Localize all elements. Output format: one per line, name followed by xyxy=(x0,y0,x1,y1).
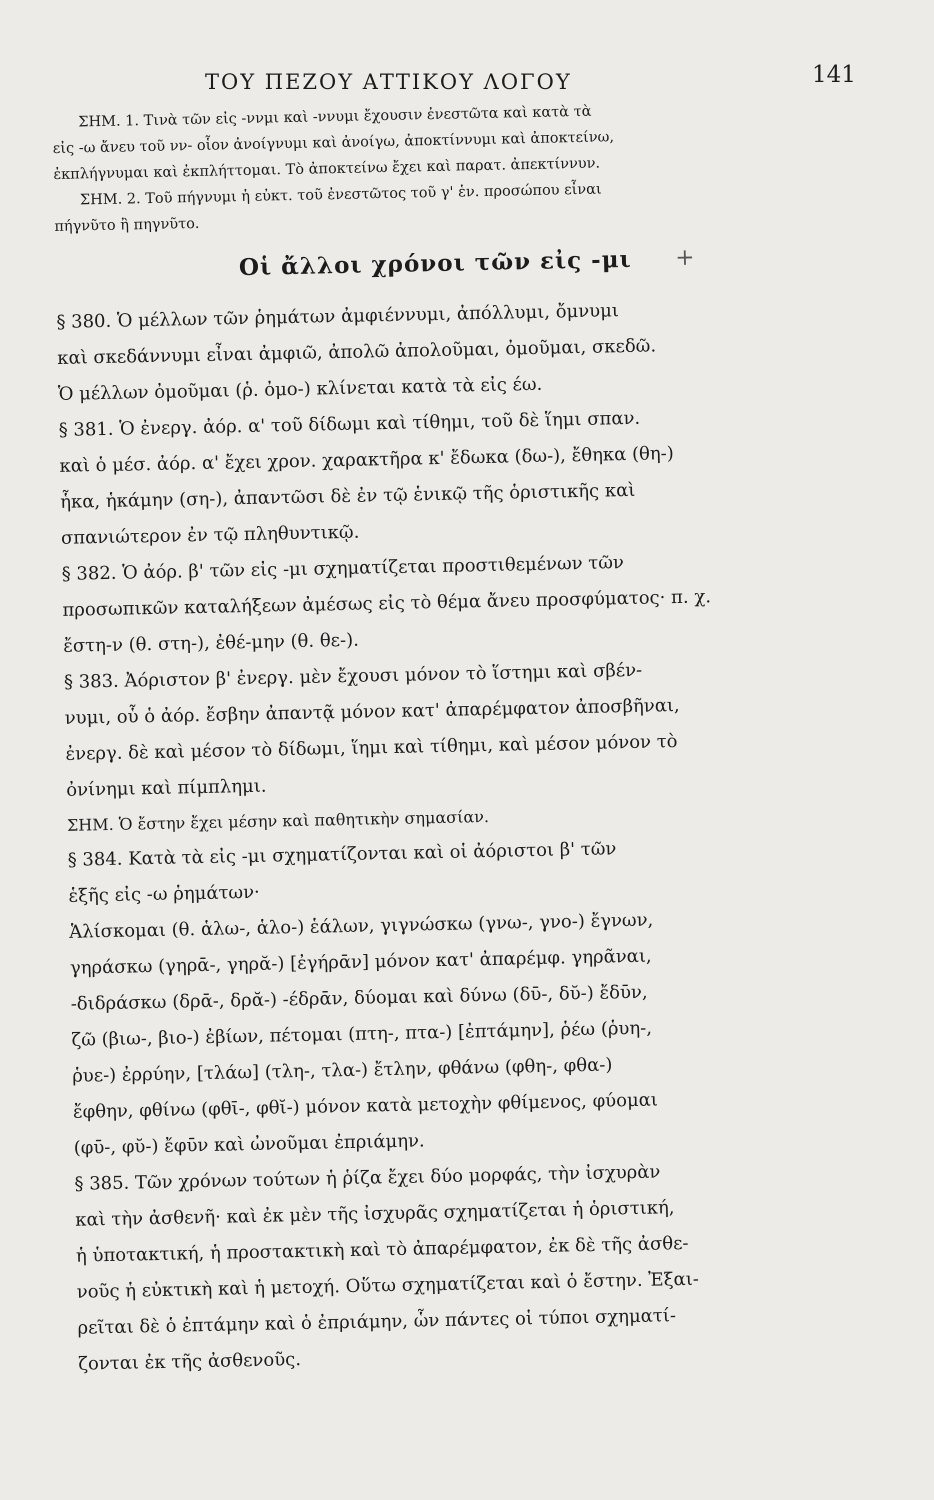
paragraph-line: ἧκα, ἡκάμην (ση-), ἀπαντῶσι δὲ ἐν τῷ ἑνικῷ τῆς ὁριστικῆς καὶ xyxy=(60,479,636,513)
paragraph-line: καὶ τὴν ἀσθενῆ· καὶ ἐκ μὲν τῆς ἰσχυρᾶς σχηματίζεται ἡ ὁριστική, xyxy=(75,1197,675,1231)
paragraph-line: καὶ ὁ μέσ. ἀόρ. α' ἔχει χρον. χαρακτῆρα κ' ἔδωκα (δω-), ἔθηκα (θη-) xyxy=(59,443,674,477)
paragraph-line: σπανιώτερον ἐν τῷ πληθυντικῷ. xyxy=(60,521,360,549)
paragraph-line: ῥυε-) ἐρρύην, [τλάω] (τλη-, τλα-) ἔτλην, φθάνω (φθη-, φθα-) xyxy=(72,1054,613,1087)
paragraph-line: προσωπικῶν καταλήξεων ἀμέσως εἰς τὸ θέμα ἄνευ προσφύματος· π. χ. xyxy=(62,586,712,621)
paragraph-line: § 380. Ὁ μέλλων τῶν ῥημάτων ἀμφιέννυμι, ἀπόλλυμι, ὄμνυμι xyxy=(56,300,620,333)
paragraph-line: § 385. Τῶν χρόνων τούτων ἡ ῥίζα ἔχει δύο μορφάς, τὴν ἰσχυρὰν xyxy=(74,1161,661,1195)
margin-cross-mark: + xyxy=(674,244,696,271)
note-line: ΣΗΜ. 1. Τινὰ τῶν εἰς -ννμι καὶ -ννυμι ἔχουσιν ἐνεστῶτα καὶ κατὰ τὰ xyxy=(78,103,592,131)
paragraph-line: νοῦς ἡ εὐκτικὴ καὶ ἡ μετοχή. Οὕτω σχηματίζεται καὶ ὁ ἔστην. Ἐξαι- xyxy=(76,1268,700,1303)
paragraph-382 xyxy=(61,541,823,665)
paragraph-line: ζονται ἐκ τῆς ἀσθενοῦς. xyxy=(78,1349,302,1375)
note-line: ἐκπλήγνυμαι καὶ ἐκπλήττομαι. Τὸ ἀποκτείνω ἔχει καὶ παρατ. ἀπεκτίννυν. xyxy=(53,155,601,183)
paragraph-line: ἡ ὑποτακτική, ἡ προστακτικὴ καὶ τὸ ἀπαρέμφατον, ἐκ δὲ τῆς ἀσθε- xyxy=(75,1232,689,1267)
paragraph-384 xyxy=(67,827,834,1167)
section-title xyxy=(55,242,815,285)
paragraph-line: (φῡ-, φῠ-) ἔφῡν καὶ ὠνοῦμαι ἐπριάμην. xyxy=(73,1130,425,1159)
paragraph-line: -διδράσκω (δρᾱ-, δρᾰ-) -έδρᾱν, δύομαι καὶ δύνω (δῡ-, δῠ-) ἔδῡν, xyxy=(70,981,648,1015)
page-number: 141 xyxy=(812,62,856,88)
paragraph-381 xyxy=(58,397,821,557)
paragraph-line: Ὁ μέλλων ὀμοῦμαι (ῥ. ὀμο-) κλίνεται κατὰ τὰ εἰς έω. xyxy=(57,373,543,405)
paragraph-line: § 384. Κατὰ τὰ εἰς -μι σχηματίζονται καὶ οἱ ἀόριστοι β' τῶν xyxy=(67,838,617,871)
paragraph-line: ζῶ (βιω-, βιο-) ἐβίων, πέτομαι (πτη-, πτα-) [ἐπτάμην], ῥέω (ῥυη-, xyxy=(71,1017,653,1051)
running-head: ΤΟΥ ΠΕΖΟΥ ΑΤΤΙΚΟΥ ΛΟΓΟΥ xyxy=(205,70,572,94)
paragraph-line: Ἁλίσκομαι (θ. ἁλω-, ἁλο-) ἑάλων, γιγνώσκω (γνω-, γνο-) ἔγνων, xyxy=(69,909,654,943)
note-line: πήγνῦτο ἢ πηγνῦτο. xyxy=(54,215,200,235)
paragraph-line: ἔστη-ν (θ. στη-), ἐθέ-μην (θ. θε-). xyxy=(63,629,360,657)
paragraph-383 xyxy=(64,649,827,809)
paragraph-line: γηράσκω (γηρᾱ-, γηρᾰ-) [ἐγήρᾱν] μόνον κατ' ἀπαρέμφ. γηρᾶναι, xyxy=(69,945,652,979)
paragraph-line: § 381. Ὁ ἐνεργ. ἀόρ. α' τοῦ δίδωμι καὶ τίθημι, τοῦ δὲ ἵημι σπαν. xyxy=(58,407,641,441)
note-line: εἰς -ω ἄνευ τοῦ νν- οἷον ἀνοίγνυμι καὶ ἀνοίγω, ἀποκτίννυμι καὶ ἀποκτείνω, xyxy=(52,129,615,157)
note-line: ΣΗΜ. 2. Τοῦ πήγνυμι ἡ εὐκτ. τοῦ ἐνεστῶτος τοῦ γ' ἑν. προσώπου εἶναι xyxy=(79,181,602,209)
paragraph-line: ἔφθην, φθίνω (φθῑ-, φθῐ-) μόνον κατὰ μετοχὴν φθίμενος, φύομαι xyxy=(72,1089,659,1123)
paragraph-line: § 383. Ἀόριστον β' ἐνεργ. μὲν ἔχουσι μόνον τὸ ἵστημι καὶ σβέν- xyxy=(63,659,643,693)
note-line: ΣΗΜ. Ὁ ἔστην ἔχει μέσην καὶ παθητικὴν σημασίαν. xyxy=(66,807,490,835)
paragraph-line: ὀνίνημι καὶ πίμπλημι. xyxy=(66,775,267,801)
section-title-text: Οἱ ἄλλοι χρόνοι τῶν εἰς -μι xyxy=(238,245,632,282)
paragraph-line: ἐνεργ. δὲ καὶ μέσον τὸ δίδωμι, ἵημι καὶ τίθημι, καὶ μέσον μόνον τὸ xyxy=(65,731,678,765)
paragraph-line: ρεῖται δὲ ὁ ἐπτάμην καὶ ὁ ἐπριάμην, ὧν πάντες οἱ τύποι σχηματί- xyxy=(77,1305,677,1339)
paragraph-line: ἑξῆς εἰς -ω ῥημάτων· xyxy=(68,881,261,907)
paragraph-line: νυμι, οὗ ὁ ἀόρ. ἔσβην ἀπαντᾷ μόνον κατ' ἀπαρέμφατον ἀποσβῆναι, xyxy=(64,694,680,729)
paragraph-line: § 382. Ὁ ἀόρ. β' τῶν εἰς -μι σχηματίζεται προστιθεμένων τῶν xyxy=(61,552,625,585)
paragraph-380 xyxy=(56,289,818,413)
page-body xyxy=(52,94,838,1383)
paragraph-line: καὶ σκεδάννυμι εἶναι ἀμφιῶ, ἀπολῶ ἀπολοῦμαι, ὀμοῦμαι, σκεδῶ. xyxy=(56,335,657,369)
notes-top xyxy=(52,94,815,240)
paragraph-385 xyxy=(74,1151,838,1383)
